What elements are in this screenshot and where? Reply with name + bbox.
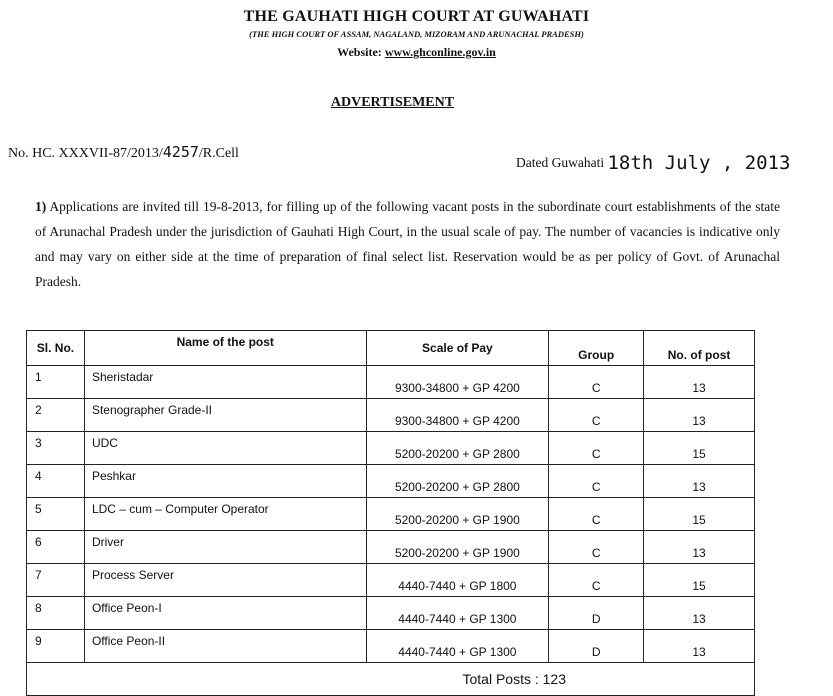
court-title: THE GAUHATI HIGH COURT AT GUWAHATI xyxy=(243,8,590,25)
header-group: Group xyxy=(549,331,644,366)
total-row xyxy=(27,663,755,696)
reference-prefix: No. HC. XXXVII-87/2013/ xyxy=(8,146,163,161)
row-no-of-post: 15 xyxy=(644,498,755,531)
row-scale-of-pay: 5200-20200 + GP 1900 xyxy=(366,531,549,564)
date-handwritten: 18th July , 2013 xyxy=(607,152,791,174)
row-post-name: Office Peon-II xyxy=(84,630,366,663)
row-sl-no: 4 xyxy=(27,465,85,498)
row-post-name: Driver xyxy=(84,531,366,564)
table-row xyxy=(27,597,755,630)
row-sl-no: 1 xyxy=(27,366,85,399)
row-post-name: Peshkar xyxy=(84,465,366,498)
row-scale-of-pay: 4440-7440 + GP 1300 xyxy=(366,630,549,663)
row-scale-of-pay: 5200-20200 + GP 2800 xyxy=(366,465,549,498)
table-row xyxy=(27,432,755,465)
row-group: C xyxy=(549,531,644,564)
row-sl-no: 8 xyxy=(27,597,85,630)
website-line xyxy=(0,45,833,60)
date-line xyxy=(516,152,791,174)
row-scale-of-pay: 4440-7440 + GP 1300 xyxy=(366,597,549,630)
table-row xyxy=(27,564,755,597)
reference-handwritten-number: 4257 xyxy=(162,143,199,161)
row-no-of-post: 13 xyxy=(644,531,755,564)
table-header-row xyxy=(27,331,755,366)
table-row xyxy=(27,366,755,399)
row-scale-of-pay: 9300-34800 + GP 4200 xyxy=(366,399,549,432)
paragraph-number: 1) xyxy=(35,199,47,214)
table-row xyxy=(27,498,755,531)
row-no-of-post: 15 xyxy=(644,432,755,465)
header-name-of-post: Name of the post xyxy=(84,331,366,366)
row-sl-no: 6 xyxy=(27,531,85,564)
table-row xyxy=(27,465,755,498)
row-group: C xyxy=(549,465,644,498)
table-row xyxy=(27,630,755,663)
row-sl-no: 3 xyxy=(27,432,85,465)
advertisement-heading: ADVERTISEMENT xyxy=(330,95,455,110)
row-no-of-post: 13 xyxy=(644,366,755,399)
row-scale-of-pay: 5200-20200 + GP 1900 xyxy=(366,498,549,531)
date-label: Dated Guwahati xyxy=(516,155,605,170)
header-scale-of-pay: Scale of Pay xyxy=(366,331,549,366)
website-link[interactable]: www.ghconline.gov.in xyxy=(384,45,496,59)
reference-number xyxy=(8,143,239,162)
row-scale-of-pay: 4440-7440 + GP 1800 xyxy=(366,564,549,597)
row-group: C xyxy=(549,564,644,597)
vacancy-table xyxy=(26,330,755,696)
header-sl-no: Sl. No. xyxy=(27,331,85,366)
reference-suffix: /R.Cell xyxy=(198,146,239,161)
row-sl-no: 7 xyxy=(27,564,85,597)
row-group: C xyxy=(549,498,644,531)
table-row xyxy=(27,531,755,564)
row-group: C xyxy=(549,399,644,432)
row-group: C xyxy=(549,432,644,465)
row-no-of-post: 15 xyxy=(644,564,755,597)
header-no-of-post: No. of post xyxy=(644,331,755,366)
row-post-name: Sheristadar xyxy=(84,366,366,399)
website-label: Website: xyxy=(337,45,382,59)
row-scale-of-pay: 9300-34800 + GP 4200 xyxy=(366,366,549,399)
advertisement-paragraph xyxy=(35,194,780,294)
row-post-name: LDC – cum – Computer Operator xyxy=(84,498,366,531)
row-post-name: UDC xyxy=(84,432,366,465)
total-posts: Total Posts : 123 xyxy=(27,663,755,696)
row-post-name: Stenographer Grade-II xyxy=(84,399,366,432)
row-no-of-post: 13 xyxy=(644,597,755,630)
court-subtitle: (THE HIGH COURT OF ASSAM, NAGALAND, MIZORAM AND ARUNACHAL PRADESH) xyxy=(249,29,584,39)
row-scale-of-pay: 5200-20200 + GP 2800 xyxy=(366,432,549,465)
row-post-name: Process Server xyxy=(84,564,366,597)
row-sl-no: 2 xyxy=(27,399,85,432)
table-row xyxy=(27,399,755,432)
row-no-of-post: 13 xyxy=(644,465,755,498)
row-post-name: Office Peon-I xyxy=(84,597,366,630)
row-no-of-post: 13 xyxy=(644,399,755,432)
row-no-of-post: 13 xyxy=(644,630,755,663)
row-group: D xyxy=(549,630,644,663)
row-group: D xyxy=(549,597,644,630)
row-sl-no: 9 xyxy=(27,630,85,663)
row-sl-no: 5 xyxy=(27,498,85,531)
paragraph-text: Applications are invited till 19-8-2013, for filling up of the following vacant posts in the subordinate court establishments of the state of Arunachal Pradesh under the jurisdiction of Gauhati High Court, in the usual scale of pay. The number of vacancies is indicative only and may vary on either side at the time of preparation of final select list. Reservation would be as per policy of Govt. of Arunachal Pradesh. xyxy=(35,199,780,289)
row-group: C xyxy=(549,366,644,399)
